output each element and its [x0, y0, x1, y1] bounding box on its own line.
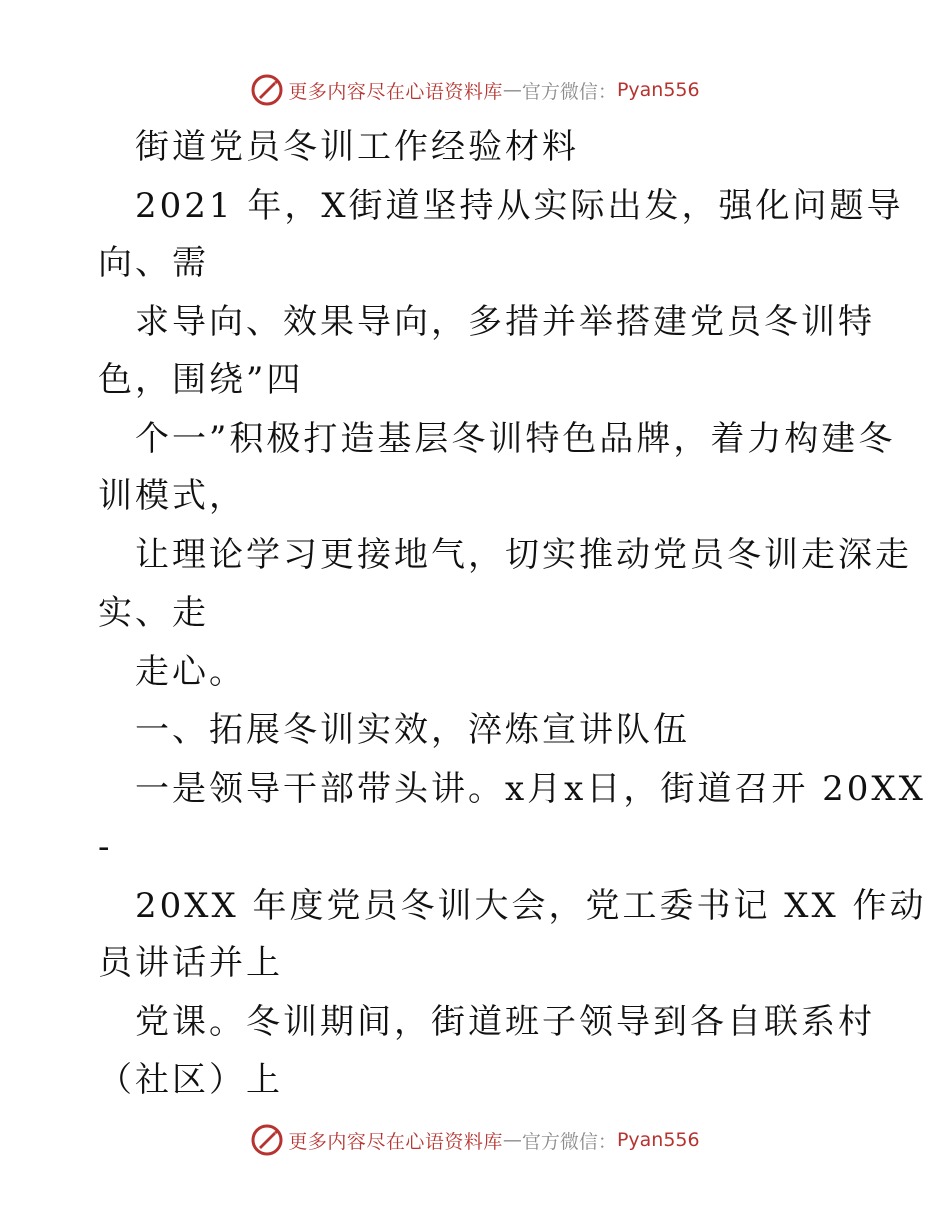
watermark-wechat-label: 官方微信：: [521, 1130, 617, 1153]
quill-pen-seal-icon: [250, 73, 284, 107]
paragraph-line: -: [98, 827, 113, 867]
watermark-brand-text: 更多内容尽在心语资料库: [288, 1130, 503, 1153]
paragraph-line: 让理论学习更接地气，切实推动党员冬训走深走: [135, 535, 912, 575]
watermark-wechat-id: Pyan556: [616, 1129, 700, 1151]
paragraph-line: 党课。冬训期间，街道班子领导到各自联系村: [135, 1002, 875, 1042]
watermark-wechat-label: 官方微信：: [521, 80, 617, 103]
watermark-brand-text: 更多内容尽在心语资料库: [288, 80, 503, 103]
paragraph-line: 走心。: [135, 652, 246, 692]
paragraph-line: 色，围绕”四: [98, 360, 304, 400]
paragraph-line: 个一”积极打造基层冬训特色品牌，着力构建冬: [135, 419, 896, 459]
watermark-separator: —: [502, 79, 522, 101]
paragraph-line: 实、走: [98, 593, 209, 633]
watermark-wechat-id: Pyan556: [616, 79, 700, 101]
paragraph-line: 20XX 年度党员冬训大会，党工委书记 XX 作动: [135, 886, 927, 926]
section-heading: 一、拓展冬训实效，淬炼宣讲队伍: [135, 710, 690, 750]
document-title: 街道党员冬训工作经验材料: [135, 127, 579, 167]
watermark-separator: —: [502, 1129, 522, 1151]
paragraph-line: 求导向、效果导向，多措并举搭建党员冬训特: [135, 302, 875, 342]
paragraph-line: 2021 年，X街道坚持从实际出发，强化问题导: [135, 186, 904, 226]
paragraph-line: 一是领导干部带头讲。x月x日，街道召开 20XX: [135, 769, 926, 809]
paragraph-line: （社区）上: [98, 1060, 283, 1100]
paragraph-line: 向、需: [98, 243, 209, 283]
watermark-banner-bottom: [0, 1120, 950, 1160]
quill-pen-seal-icon: [250, 1123, 284, 1157]
paragraph-line: 员讲话并上: [98, 943, 283, 983]
paragraph-line: 训模式，: [98, 476, 246, 516]
watermark-banner-top: [0, 70, 950, 110]
